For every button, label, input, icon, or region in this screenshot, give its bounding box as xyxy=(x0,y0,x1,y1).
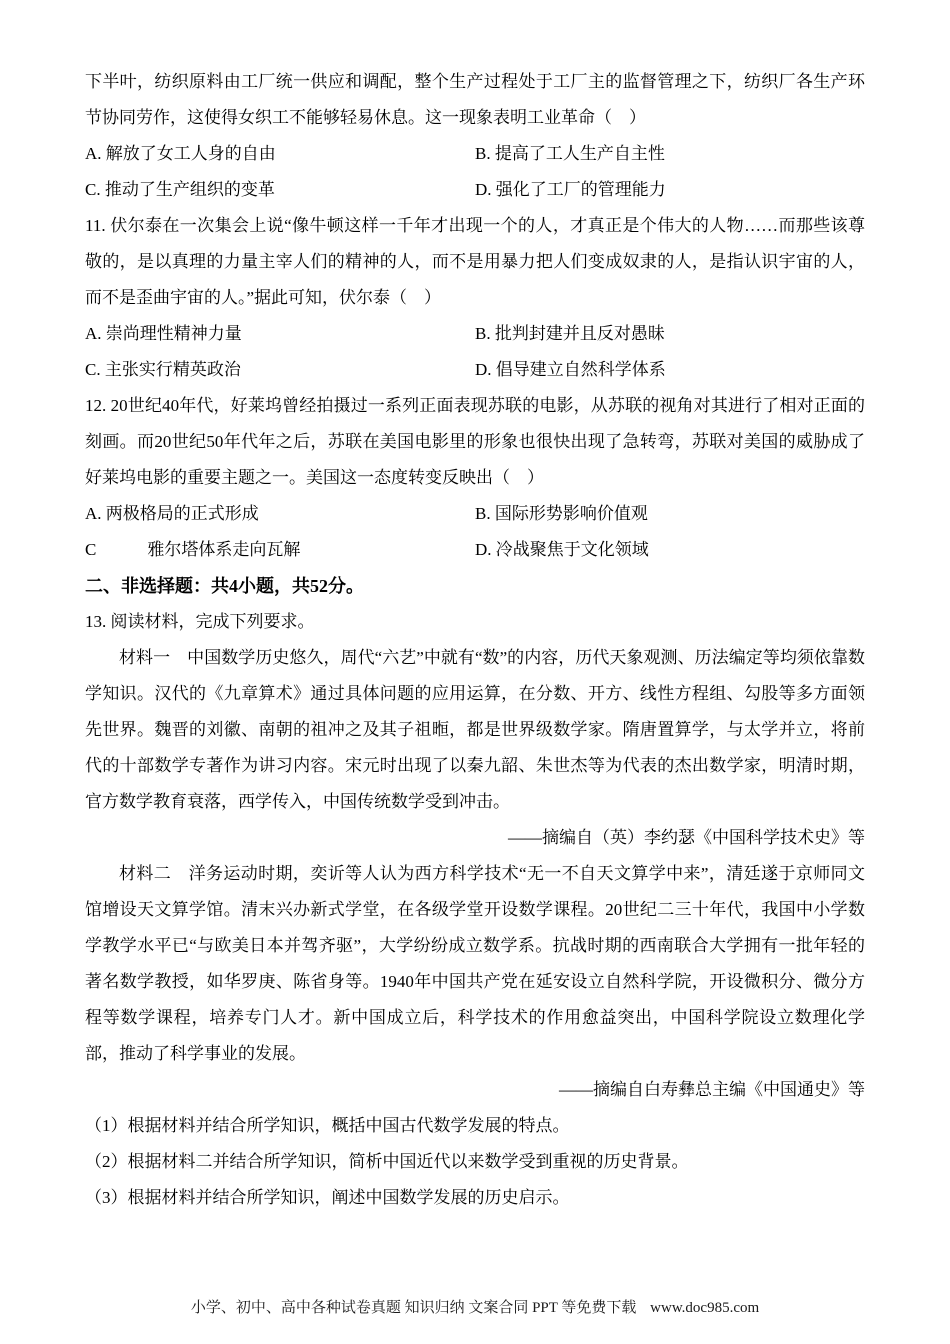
question-11 xyxy=(85,208,865,388)
question-13 xyxy=(85,604,865,1216)
question-10-options-row-cd xyxy=(85,172,865,208)
question-10-option-a: A. 解放了女工人身的自由 xyxy=(85,144,276,163)
question-10 xyxy=(85,64,865,208)
question-10-option-b: B. 提高了工人生产自主性 xyxy=(475,144,665,163)
question-12-options-row-cd xyxy=(85,532,865,568)
question-13-material-2: 材料二 洋务运动时期，奕䜣等人认为西方科学技术“无一不自天文算学中来”，清廷遂于京师同文馆增设天文算学馆。清末兴办新式学堂，在各级学堂开设数学课程。20世纪二三十年代，我国中小学数学教学水平已“与欧美日本并驾齐驱”，大学纷纷成立数学系。抗战时期的西南联合大学拥有一批年轻的著名数学教授，如华罗庚、陈省身等。1940年中国共产党在延安设立自然科学院，开设微积分、微分方程等数学课程，培养专门人才。新中国成立后，科学技术的作用愈益突出，中国科学院设立数理化学部，推动了科学事业的发展。 xyxy=(85,864,865,1063)
question-11-option-d: D. 倡导建立自然科学体系 xyxy=(475,360,666,379)
question-12-options-row-ab xyxy=(85,496,865,532)
question-13-subquestion-1: （1）根据材料并结合所学知识，概括中国古代数学发展的特点。 xyxy=(85,1116,570,1135)
page-footer xyxy=(0,1298,950,1318)
question-11-options-row-ab xyxy=(85,316,865,352)
question-12-option-b: B. 国际形势影响价值观 xyxy=(475,504,648,523)
question-11-stem: 11. 伏尔泰在一次集会上说“像牛顿这样一千年才出现一个的人，才真正是个伟大的人物……而那些该尊敬的，是以真理的力量主宰人们的精神的人，而不是用暴力把人们变成奴隶的人，是指认识宇宙的人，而不是歪曲宇宙的人。”据此可知，伏尔泰（ ） xyxy=(85,216,865,307)
question-12-stem: 12. 20世纪40年代，好莱坞曾经拍摄过一系列正面表现苏联的电影，从苏联的视角对其进行了相对正面的刻画。而20世纪50年代年之后，苏联在美国电影里的形象也很快出现了急转弯，苏联对美国的威胁成了好莱坞电影的重要主题之一。美国这一态度转变反映出（ ） xyxy=(85,396,865,487)
question-11-options-row-cd xyxy=(85,352,865,388)
question-13-material-1-source: ——摘编自（英）李约瑟《中国科学技术史》等 xyxy=(508,828,865,847)
footer-promo-text: 小学、初中、高中各种试卷真题 知识归纳 文案合同 PPT 等免费下载 xyxy=(190,1300,637,1316)
question-10-options-row-ab xyxy=(85,136,865,172)
question-12-option-a: A. 两极格局的正式形成 xyxy=(85,504,259,523)
question-11-option-b: B. 批判封建并且反对愚昧 xyxy=(475,324,665,343)
question-10-option-c: C. 推动了生产组织的变革 xyxy=(85,180,275,199)
question-13-material-1: 材料一 中国数学历史悠久，周代“六艺”中就有“数”的内容，历代天象观测、历法编定等均须依靠数学知识。汉代的《九章算术》通过具体问题的应用运算，在分数、开方、线性方程组、勾股等多方面领先世界。魏晋的刘徽、南朝的祖冲之及其子祖暅，都是世界级数学家。隋唐置算学，与太学并立，将前代的十部数学专著作为讲习内容。宋元时出现了以秦九韶、朱世杰等为代表的杰出数学家，明清时期，官方数学教育衰落，西学传入，中国传统数学受到冲击。 xyxy=(85,648,865,811)
question-10-option-d: D. 强化了工厂的管理能力 xyxy=(475,180,666,199)
question-12 xyxy=(85,388,865,568)
question-13-intro: 13. 阅读材料，完成下列要求。 xyxy=(85,612,315,631)
question-11-option-c: C. 主张实行精英政治 xyxy=(85,360,241,379)
question-12-option-c: C 雅尔塔体系走向瓦解 xyxy=(85,540,301,559)
question-11-option-a: A. 崇尚理性精神力量 xyxy=(85,324,242,343)
question-12-option-d: D. 冷战聚焦于文化领域 xyxy=(475,540,649,559)
question-10-stem-continuation: 下半叶，纺织原料由工厂统一供应和调配，整个生产过程处于工厂主的监督管理之下，纺织厂各生产环节协同劳作，这使得女织工不能够轻易休息。这一现象表明工业革命（ ） xyxy=(85,72,865,127)
footer-site-link[interactable]: www.doc985.com xyxy=(650,1300,760,1316)
question-13-material-2-source: ——摘编自白寿彝总主编《中国通史》等 xyxy=(559,1080,865,1099)
question-13-subquestion-2: （2）根据材料二并结合所学知识，简析中国近代以来数学受到重视的历史背景。 xyxy=(85,1152,689,1171)
section-2-header: 二、非选择题：共4小题，共52分。 xyxy=(85,576,364,596)
question-13-subquestion-3: （3）根据材料并结合所学知识，阐述中国数学发展的历史启示。 xyxy=(85,1188,570,1207)
